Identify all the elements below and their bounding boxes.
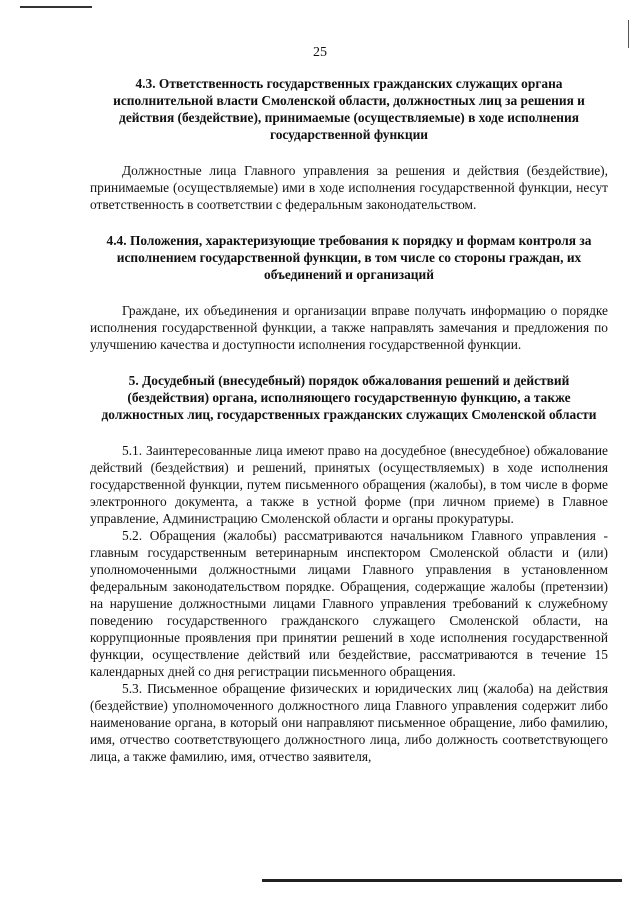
paragraph-5-1: 5.1. Заинтересованные лица имеют право на досудебное (внесудебное) обжалование действий (бездействия) и решений, принятых (осуществляемых) в ходе исполнения государственной функции, путем письменного обращения (жалобы), в том числе в форме электронного документа, а также в устной форме (при личном приеме) в Главное управление, Администрацию Смоленской области и органы прокуратуры. bbox=[90, 443, 608, 526]
paragraph-5-2: 5.2. Обращения (жалобы) рассматриваются начальником Главного управления - главным государственным ветеринарным инспектором Смоленской области и (или) уполномоченными должностными лицами Главного управления в установленном федеральным законодательством порядке. Обращения, содержащие жалобы (претензии) на нарушение должностными лицами Главного управления требований к служебному поведению государственного гражданского служащего Смоленской области, на коррупционные проявления при принятии решений в ходе исполнения государственной функции, осуществление действий или бездействие, рассматриваются в течение 15 календарных дней со дня регистрации письменного обращения. bbox=[90, 528, 608, 679]
section-4-3-paragraph: Должностные лица Главного управления за решения и действия (бездействие), принимаемые (осуществляемые) ими в ходе исполнения государственной функции, несут ответственность в соответствии с федеральным законодательством. bbox=[90, 163, 608, 212]
scan-artifact-top bbox=[20, 6, 92, 8]
section-4-4-heading: 4.4. Положения, характеризующие требования к порядку и формам контроля за исполнением государственной функции, в том числе со стороны граждан, их объединений и организаций bbox=[106, 233, 592, 282]
scan-artifact-bottom bbox=[262, 879, 622, 882]
page-number: 25 bbox=[313, 45, 327, 60]
section-4-3-heading: 4.3. Ответственность государственных гражданских служащих органа исполнительной власти Смоленской области, должностных лиц за решения и действия (бездействие), принимаемые (осуществляемые) в ходе исполнения государственной функции bbox=[113, 76, 585, 142]
document-body bbox=[90, 75, 608, 765]
scan-artifact-edge bbox=[628, 20, 629, 48]
paragraph-5-3: 5.3. Письменное обращение физических и юридических лиц (жалоба) на действия (бездействие) уполномоченного должностного лица Главного управления содержит либо наименование органа, в который они направляют письменное обращение, либо фамилию, имя, отчество соответствующего должностного лица, либо должность соответствующего лица, а также фамилию, имя, отчество заявителя, bbox=[90, 681, 608, 764]
section-5-heading: 5. Досудебный (внесудебный) порядок обжалования решений и действий (бездействия) органа, исполняющего государственную функцию, а также должностных лиц, государственных гражданских служащих Смоленской области bbox=[101, 373, 597, 422]
section-4-4-paragraph: Граждане, их объединения и организации вправе получать информацию о порядке исполнения государственной функции, а также направлять замечания и предложения по улучшению качества и доступности исполнения государственной функции. bbox=[90, 303, 608, 352]
